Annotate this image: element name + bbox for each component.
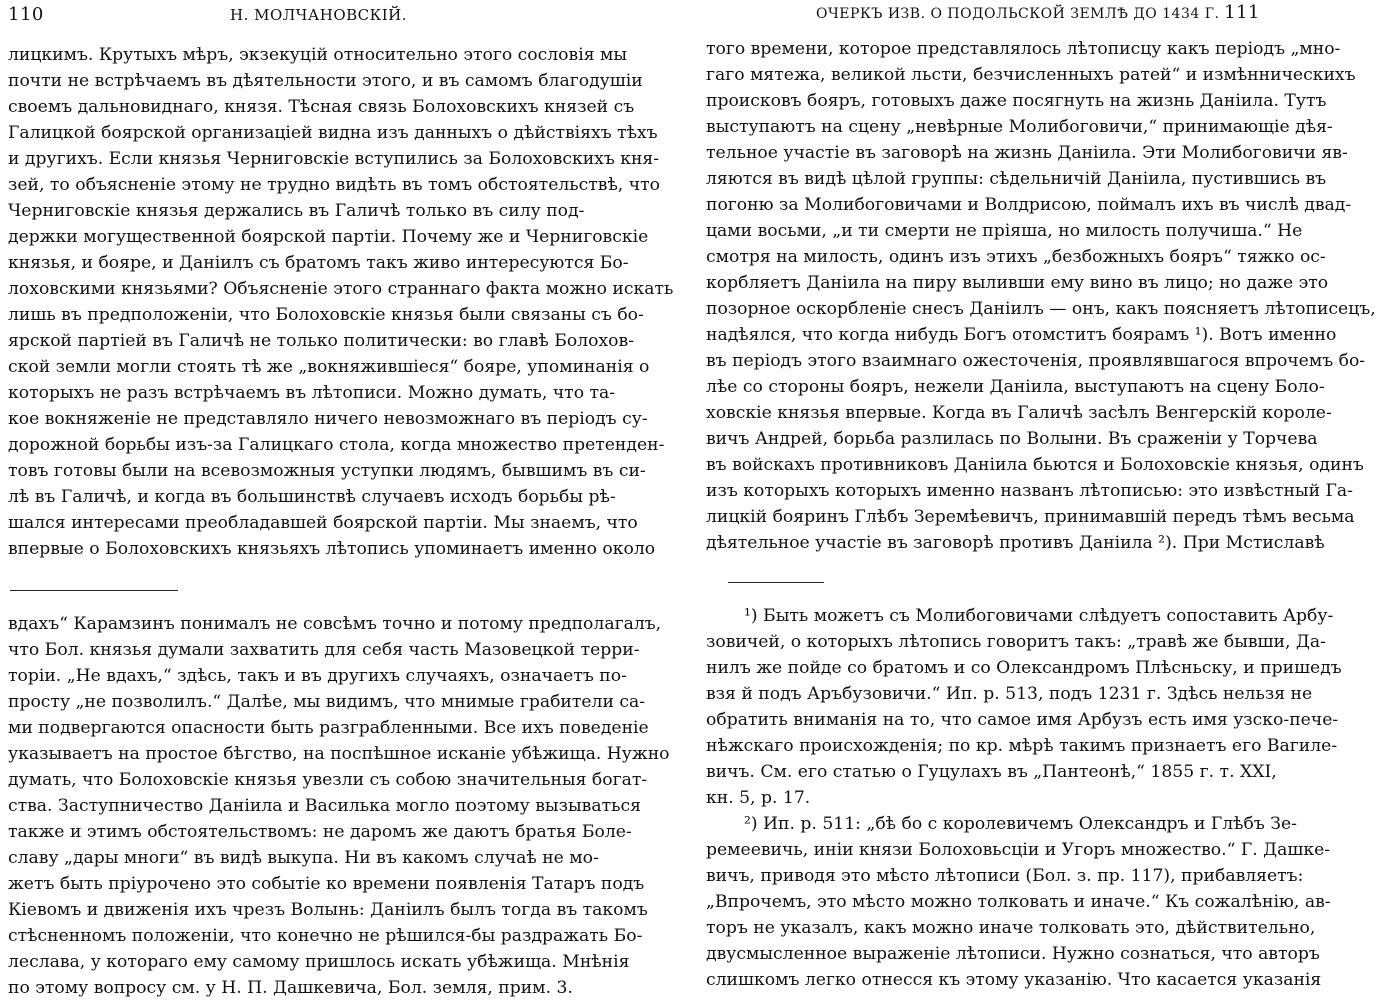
body-line: и другихъ. Если князья Черниговскіе вступились за Болоховскихъ кня-: [8, 149, 660, 169]
body-line: Галицкой боярской организаціей видна изъ данныхъ о дѣйствіяхъ тѣхъ: [8, 123, 658, 143]
footnote-line: указываетъ на простое бѣгство, на поспѣшное исканіе убѣжища. Нужно: [8, 744, 670, 764]
left-page: [0, 0, 674, 998]
body-line: вичъ Андрей, борьба разлилась по Волыни. Въ сраженіи у Торчева: [706, 429, 1318, 449]
body-line: дорожной борьбы изъ-за Галицкаго стола, когда множество претенден-: [8, 435, 665, 455]
footnote-line: зовичей, о которыхъ лѣтопись говоритъ такъ: „травѣ же бывши, Да-: [706, 632, 1326, 652]
left-footnote-rule: [10, 590, 178, 591]
left-running-title: Н. МОЛЧАНОВСКІЙ.: [230, 6, 408, 24]
footnote-line: по этому вопросу см. у Н. П. Дашкевича, Бол. земля, прим. 3.: [8, 978, 573, 998]
body-line: выступаютъ на сцену „невѣрные Молибоговичи,“ принимающіе дѣя-: [706, 117, 1333, 137]
footnote-line: торіи. „Не вдахъ,“ здѣсь, такъ и въ другихъ случаяхъ, означаетъ по-: [8, 666, 627, 686]
body-line: впервые о Болоховскихъ князьяхъ лѣтопись упоминаетъ именно около: [8, 539, 656, 559]
footnote-line: двусмысленное выраженіе лѣтописи. Нужно сознаться, что авторъ: [706, 944, 1320, 964]
left-footnotes: [8, 611, 670, 1001]
body-line: изъ которыхъ которыхъ именно названъ лѣтописью: это извѣстный Га-: [706, 481, 1353, 501]
body-line: позорное оскорбленіе снесъ Даніилъ — онъ, какъ поясняетъ лѣтописецъ,: [706, 299, 1376, 319]
footnote-line: нилъ же пойде со братомъ и со Олександромъ Плѣсньску, и пришедъ: [706, 658, 1342, 678]
footnote-line: вичъ. См. его статью о Гуцулахъ въ „Пантеонѣ,“ 1855 г. т. XXI,: [706, 762, 1277, 782]
body-line: зей, то объясненіе этому не трудно видѣть въ томъ обстоятельствѣ, что: [8, 175, 660, 195]
body-line: держки могущественной боярской партіи. Почему же и Черниговскіе: [8, 227, 649, 247]
body-line: въ періодъ этого взаимнаго ожесточенія, проявлявшагося впрочемъ бо-: [706, 351, 1366, 371]
body-line: гаго мятежа, великой льсти, безчисленныхъ ратей“ и измѣнническихъ: [706, 65, 1356, 85]
footnote-line: Кіевомъ и движенія ихъ чрезъ Волынь: Даніилъ былъ тогда въ такомъ: [8, 900, 648, 920]
body-line: лѣ въ Галичѣ, и когда въ большинствѣ случаевъ исходъ борьбы рѣ-: [8, 487, 616, 507]
footnote-line: что Бол. князья думали захватить для себя часть Мазовецкой терри-: [8, 640, 640, 660]
body-line: ской земли могли стоять тѣ же „вокняжившіеся“ бояре, упоминанія о: [8, 357, 650, 377]
body-line: почти не встрѣчаемъ въ дѣятельности этого, и въ самомъ благодушіи: [8, 71, 643, 91]
footnote-line: вдахъ“ Карамзинъ понималъ не совсѣмъ точно и потому предполагалъ,: [8, 614, 662, 634]
body-line: товъ готовы были на всевозможныя уступки людямъ, бывшимъ въ си-: [8, 461, 646, 481]
body-line: корбляетъ Даніила на пиру выливши ему вино въ лицо; но даже это: [706, 273, 1329, 293]
right-body-text: [706, 36, 1376, 556]
right-running-title: ОЧЕРКЪ ИЗВ. О ПОДОЛЬСКОЙ ЗЕМЛѢ ДО 1434 Г.: [816, 6, 1220, 22]
right-footnotes: [706, 603, 1342, 993]
right-footnote-rule: [728, 582, 824, 583]
body-line: кое вокняженіе не представляло ничего невозможнаго въ періодъ су-: [8, 409, 648, 429]
body-line: происковъ бояръ, готовыхъ даже посягнуть на жизнь Даніила. Тутъ: [706, 91, 1327, 111]
body-line: лицкимъ. Крутыхъ мѣръ, экзекуцій относительно этого сословія мы: [8, 45, 628, 65]
body-line: своемъ дальновиднаго, князя. Тѣсная связь Болоховскихъ князей съ: [8, 97, 635, 117]
footnote-line: вичъ, приводя это мѣсто лѣтописи (Бол. з. пр. 117), прибавляетъ:: [706, 866, 1304, 886]
body-line: ярской партіей въ Галичѣ не только политически: во главѣ Болохов-: [8, 331, 635, 351]
right-page-number: 111: [1224, 2, 1260, 23]
footnote-line: просту „не позволилъ.“ Далѣе, мы видимъ, что мнимые грабители са-: [8, 692, 646, 712]
body-line: въ войскахъ противниковъ Даніила бьются и Болоховскіе князья, одинъ: [706, 455, 1364, 475]
footnote-line: торъ не указалъ, какъ можно иначе толковать это, дѣйствительно,: [706, 918, 1316, 938]
footnote-line: ²) Ип. р. 511: „бѣ бо с королевичемъ Олександръ и Глѣбъ Зе-: [744, 814, 1297, 834]
body-line: шался интересами преобладавшей боярской партіи. Мы знаемъ, что: [8, 513, 638, 533]
footnote-line: взя й подъ Аръбузовичи.“ Ип. р. 513, подъ 1231 г. Здѣсь нельзя не: [706, 684, 1313, 704]
body-line: которыхъ не разъ встрѣчаемъ въ лѣтописи. Можно думать, что та-: [8, 383, 616, 403]
footnote-line: также и этимъ обстоятельствомъ: не даромъ же даютъ братья Боле-: [8, 822, 632, 842]
footnote-line: ства. Заступничество Даніила и Василька могло поэтому вызываться: [8, 796, 641, 816]
body-line: князья, и бояре, и Даніилъ съ братомъ такъ живо интересуются Бо-: [8, 253, 629, 273]
left-page-number: 110: [8, 4, 44, 25]
footnote-line: ми подвергаются опасности быть разграбленными. Все ихъ поведеніе: [8, 718, 649, 738]
footnote-line: ¹) Быть можетъ съ Молибоговичами слѣдуетъ сопоставить Арбу-: [744, 606, 1334, 626]
footnote-line: обратить вниманія на то, что самое имя Арбузъ есть имя узско-пече-: [706, 710, 1339, 730]
body-line: погоню за Молибоговичами и Волдрисою, поймалъ ихъ въ числѣ двад-: [706, 195, 1352, 215]
body-line: лѣе со стороны бояръ, нежели Даніила, выступаютъ на сцену Боло-: [706, 377, 1325, 397]
body-line: дѣятельное участіе въ заговорѣ противъ Даніила ²). При Мстиславѣ: [706, 533, 1325, 553]
body-line: смотря на милость, одинъ изъ этихъ „безбожныхъ бояръ“ тяжко ос-: [706, 247, 1326, 267]
footnote-line: леслава, у котораго ему самому пришлось искать убѣжища. Мнѣнія: [8, 952, 630, 972]
footnote-line: нѣжскаго происхожденія; по кр. мѣрѣ такимъ признаетъ его Вагиле-: [706, 736, 1338, 756]
left-running-head: [8, 0, 578, 28]
body-line: ляются въ видѣ цѣлой группы: сѣдельничій Даніила, пустившись въ: [706, 169, 1327, 189]
footnote-line: кн. 5, р. 17.: [706, 788, 811, 808]
right-running-head: [706, 0, 1272, 28]
body-line: цами восьми, „и ти смерти не пріяша, но милость получиша.“ Не: [706, 221, 1303, 241]
footnote-line: ремеевичь, иніи князи Болоховьсціи и Угоръ множество.“ Г. Дашке-: [706, 840, 1331, 860]
footnote-line: слишкомъ легко отнесся къ этому указанію. Что касается указанія: [706, 970, 1322, 990]
footnote-line: „Впрочемъ, это мѣсто можно толковать и иначе.“ Къ сожалѣнію, ав-: [706, 892, 1331, 912]
body-line: Черниговскіе князья держались въ Галичѣ только въ силу под-: [8, 201, 585, 221]
right-page: [690, 0, 1376, 990]
footnote-line: думать, что Болоховскіе князья увезли съ собою значительныя богат-: [8, 770, 648, 790]
footnote-line: славу „дары многи“ въ видѣ выкупа. Ни въ какомъ случаѣ не мо-: [8, 848, 599, 868]
body-line: лоховскими князьями? Объясненіе этого страннаго факта можно искать: [8, 279, 674, 299]
body-line: тельное участіе въ заговорѣ на жизнь Даніила. Эти Молибоговичи яв-: [706, 143, 1348, 163]
footnote-line: стѣсненномъ положеніи, что конечно не рѣшился-бы раздражать Бо-: [8, 926, 643, 946]
body-line: того времени, которое представлялось лѣтописцу какъ періодъ „мно-: [706, 39, 1341, 59]
body-line: ховскіе князья впервые. Когда въ Галичѣ засѣлъ Венгерскій короле-: [706, 403, 1332, 423]
body-line: надѣялся, что когда нибудь Богъ отомститъ боярамъ ¹). Вотъ именно: [706, 325, 1337, 345]
body-line: лицкій бояринъ Глѣбъ Зеремѣевичъ, принимавшій передъ тѣмъ весьма: [706, 507, 1355, 527]
footnote-line: жетъ быть пріурочено это событіе ко времени появленія Татаръ подъ: [8, 874, 645, 894]
body-line: лишь въ предположеніи, что Болоховскіе князья были связаны съ бо-: [8, 305, 644, 325]
left-body-text: [8, 42, 674, 562]
